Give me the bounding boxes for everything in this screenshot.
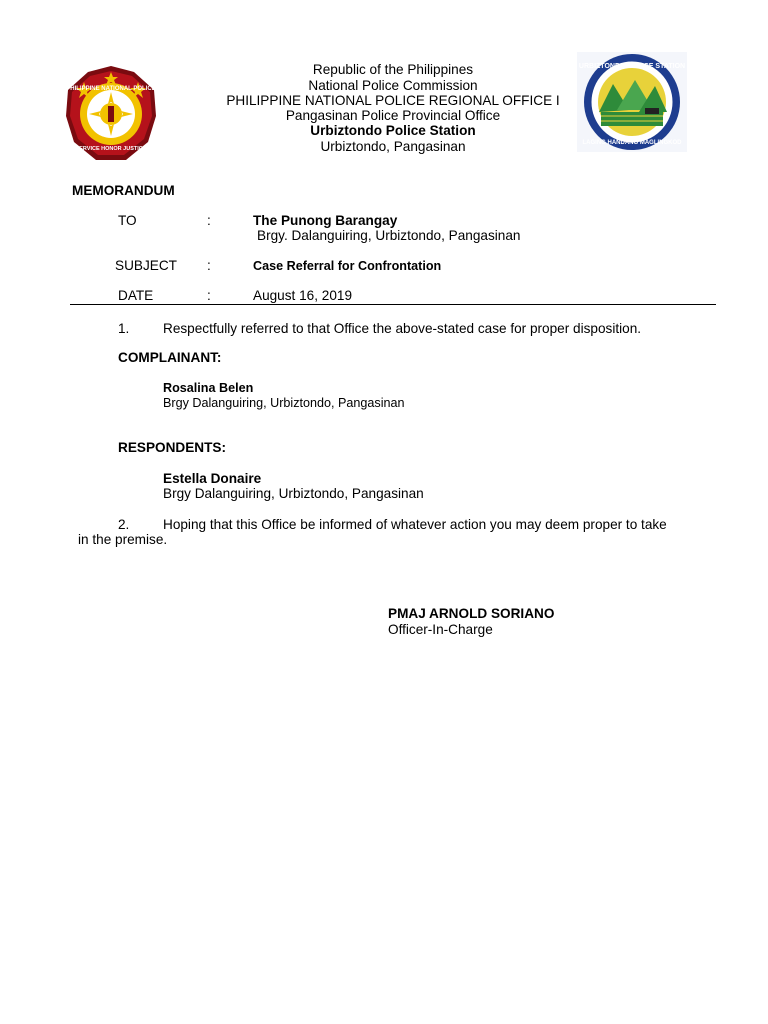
to-recipient-name: The Punong Barangay [253, 213, 398, 228]
complainant-name: Rosalina Belen [163, 381, 254, 395]
header-line-station: Urbiztondo Police Station [310, 123, 476, 138]
paragraph-1-text: Respectfully referred to that Office the above-stated case for proper disposition. [163, 321, 642, 336]
to-recipient-address: Brgy. Dalanguiring, Urbiztondo, Pangasinan [257, 228, 521, 243]
date-colon: : [207, 288, 211, 303]
subject-value: Case Referral for Confrontation [253, 259, 442, 273]
to-label: TO [118, 213, 137, 228]
signatory-title: Officer-In-Charge [388, 622, 493, 637]
paragraph-2-text-line-1: Hoping that this Office be informed of whatever action you may deem proper to take [163, 517, 667, 532]
subject-colon: : [207, 258, 211, 273]
paragraph-1-number: 1. [118, 321, 130, 336]
svg-text:PHILIPPINE NATIONAL POLICE: PHILIPPINE NATIONAL POLICE [66, 86, 156, 92]
header-line-republic: Republic of the Philippines [312, 62, 474, 77]
paragraph-2-number: 2. [118, 517, 130, 532]
date-value: August 16, 2019 [253, 288, 353, 303]
signatory-name: PMAJ ARNOLD SORIANO [388, 606, 555, 621]
date-label: DATE [118, 288, 154, 303]
header-line-town: Urbiztondo, Pangasinan [320, 139, 466, 154]
respondent-address: Brgy Dalanguiring, Urbiztondo, Pangasinan [163, 486, 424, 501]
header-line-regional-office: PHILIPPINE NATIONAL POLICE REGIONAL OFFICE I [226, 93, 560, 108]
header-line-provincial-office: Pangasinan Police Provincial Office [285, 108, 501, 123]
svg-text:URBIZTONDO POLICE STATION: URBIZTONDO POLICE STATION [578, 63, 686, 70]
to-colon: : [207, 213, 211, 228]
pnp-seal-logo [64, 64, 158, 164]
header-line-napolcom: National Police Commission [308, 78, 478, 93]
respondent-name: Estella Donaire [163, 471, 262, 486]
respondents-heading: RESPONDENTS: [118, 440, 227, 455]
header-divider [70, 304, 716, 305]
complainant-heading: COMPLAINANT: [118, 350, 222, 365]
subject-label: SUBJECT [115, 258, 177, 273]
svg-text:LAGING HANDANG MAGLINGKOD: LAGING HANDANG MAGLINGKOD [582, 140, 682, 146]
svg-text:SERVICE HONOR JUSTICE: SERVICE HONOR JUSTICE [75, 146, 147, 152]
paragraph-2-text-line-2: in the premise. [78, 532, 168, 547]
complainant-address: Brgy Dalanguiring, Urbiztondo, Pangasinan [163, 396, 405, 410]
memo-title: MEMORANDUM [72, 183, 175, 198]
